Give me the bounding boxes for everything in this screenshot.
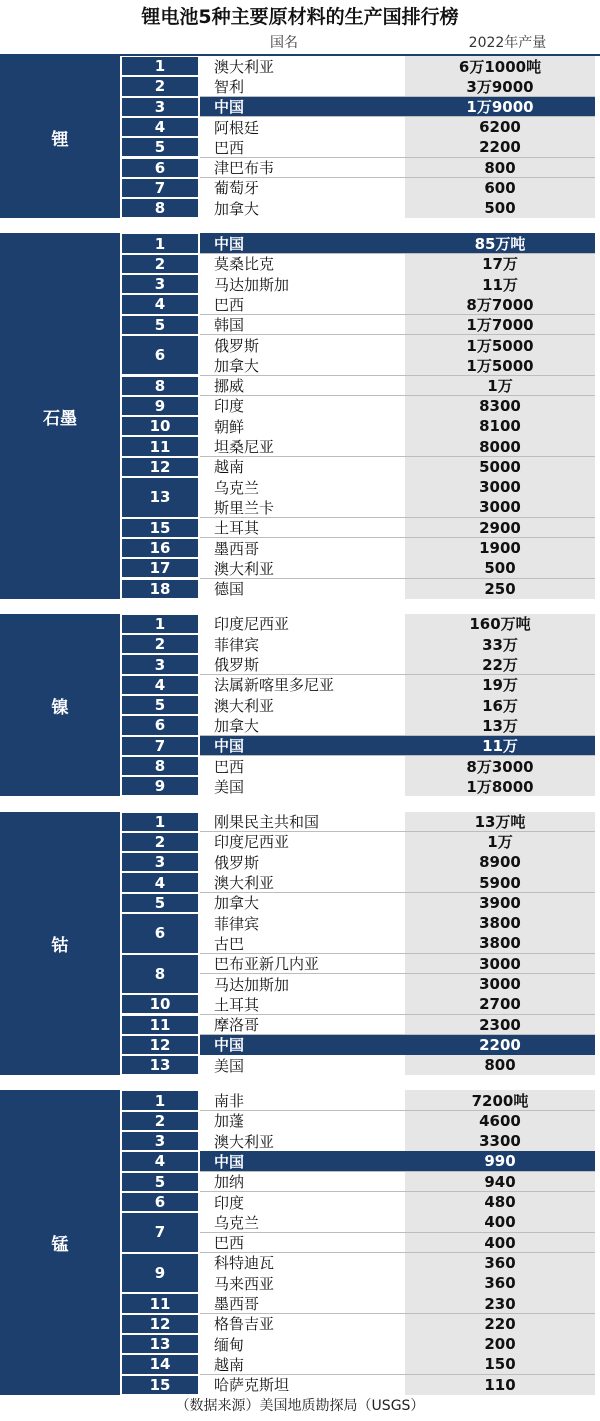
country-cell: 葡萄牙 [200, 178, 405, 198]
rank-cell: 8 [122, 955, 198, 994]
country-cell: 朝鲜 [200, 416, 405, 436]
amount-cell: 7200吨 [405, 1090, 595, 1110]
column-header-amount: 2022年产量 [468, 35, 547, 51]
amount-cell: 160万吨 [405, 614, 595, 634]
amount-cell: 230 [405, 1293, 595, 1313]
country-cell: 印度尼西亚 [200, 832, 405, 852]
rank-cell: 2 [122, 635, 198, 653]
rank-cell: 1 [122, 615, 198, 633]
amount-cell: 250 [405, 579, 595, 599]
rank-cell: 6 [122, 716, 198, 734]
rank-cell: 10 [122, 417, 198, 435]
country-cell: 中国 [200, 233, 405, 253]
country-cell: 加拿大 [200, 715, 405, 735]
country-cell: 美国 [200, 776, 405, 796]
rank-cell: 1 [122, 234, 198, 252]
rank-cell: 9 [122, 397, 198, 415]
country-cell: 加拿大 [200, 198, 405, 218]
country-cell: 莫桑比克 [200, 254, 405, 274]
country-cell: 科特迪瓦 [200, 1253, 405, 1273]
amount-cell: 11万 [405, 736, 595, 756]
country-cell: 越南 [200, 457, 405, 477]
country-cell: 摩洛哥 [200, 1015, 405, 1035]
data-source-note: （数据来源）美国地质勘探局（USGS） [175, 1398, 425, 1414]
amount-cell: 19万 [405, 675, 595, 695]
rank-cell: 6 [122, 159, 198, 177]
rank-cell: 13 [122, 1335, 198, 1353]
page-title: 锂电池5种主要原材料的生产国排行榜 [141, 6, 459, 28]
amount-cell: 3300 [405, 1131, 595, 1151]
country-cell: 澳大利亚 [200, 1131, 405, 1151]
material-label: 钴 [0, 812, 120, 1076]
rank-cell: 12 [122, 458, 198, 476]
material-label: 锰 [0, 1090, 120, 1395]
column-header-country: 国名 [270, 35, 298, 51]
amount-cell: 8300 [405, 396, 595, 416]
amount-cell: 2900 [405, 518, 595, 538]
amount-cell: 480 [405, 1192, 595, 1212]
amount-cell: 3000 [405, 974, 595, 994]
rank-cell: 9 [122, 1254, 198, 1293]
rank-cell: 15 [122, 1376, 198, 1394]
rank-cell: 2 [122, 255, 198, 273]
country-cell: 菲律宾 [200, 913, 405, 933]
rank-cell: 5 [122, 316, 198, 334]
country-cell: 土耳其 [200, 994, 405, 1014]
amount-cell: 1万 [405, 376, 595, 396]
country-cell: 美国 [200, 1055, 405, 1075]
country-cell: 哈萨克斯坦 [200, 1375, 405, 1395]
amount-cell: 1万8000 [405, 776, 595, 796]
rank-cell: 5 [122, 1173, 198, 1191]
rank-cell: 6 [122, 914, 198, 953]
rank-cell: 8 [122, 757, 198, 775]
rank-cell: 15 [122, 519, 198, 537]
country-cell: 挪威 [200, 376, 405, 396]
country-cell: 坦桑尼亚 [200, 436, 405, 456]
rank-cell: 4 [122, 118, 198, 136]
amount-cell: 220 [405, 1314, 595, 1334]
amount-cell: 500 [405, 558, 595, 578]
amount-cell: 3000 [405, 497, 595, 517]
rank-cell: 3 [122, 1132, 198, 1150]
rank-cell: 2 [122, 833, 198, 851]
amount-cell: 6万1000吨 [405, 56, 595, 76]
country-cell: 巴西 [200, 137, 405, 157]
rank-cell: 2 [122, 77, 198, 95]
amount-cell: 8900 [405, 852, 595, 872]
rank-cell: 4 [122, 676, 198, 694]
country-cell: 乌克兰 [200, 477, 405, 497]
amount-cell: 3万9000 [405, 76, 595, 96]
country-cell: 菲律宾 [200, 634, 405, 654]
country-cell: 澳大利亚 [200, 558, 405, 578]
amount-cell: 940 [405, 1172, 595, 1192]
country-cell: 澳大利亚 [200, 695, 405, 715]
amount-cell: 5000 [405, 457, 595, 477]
rank-cell: 8 [122, 377, 198, 395]
rank-cell: 6 [122, 336, 198, 375]
country-cell: 刚果民主共和国 [200, 812, 405, 832]
rank-cell: 3 [122, 655, 198, 673]
material-label: 镍 [0, 614, 120, 797]
amount-cell: 5900 [405, 872, 595, 892]
country-cell: 古巴 [200, 933, 405, 953]
country-cell: 墨西哥 [200, 538, 405, 558]
rank-cell: 3 [122, 853, 198, 871]
rank-cell: 10 [122, 995, 198, 1013]
amount-cell: 3900 [405, 893, 595, 913]
amount-cell: 1万5000 [405, 355, 595, 375]
country-cell: 墨西哥 [200, 1293, 405, 1313]
amount-cell: 8000 [405, 436, 595, 456]
material-label: 锂 [0, 56, 120, 218]
amount-cell: 360 [405, 1273, 595, 1293]
amount-cell: 17万 [405, 254, 595, 274]
country-cell: 巴西 [200, 294, 405, 314]
rank-cell: 3 [122, 98, 198, 116]
country-cell: 澳大利亚 [200, 872, 405, 892]
country-cell: 印度尼西亚 [200, 614, 405, 634]
country-cell: 智利 [200, 76, 405, 96]
amount-cell: 4600 [405, 1111, 595, 1131]
rank-cell: 1 [122, 57, 198, 75]
amount-cell: 1万 [405, 832, 595, 852]
country-cell: 法属新喀里多尼亚 [200, 675, 405, 695]
amount-cell: 150 [405, 1354, 595, 1374]
amount-cell: 800 [405, 1055, 595, 1075]
rank-cell: 8 [122, 199, 198, 217]
amount-cell: 1900 [405, 538, 595, 558]
rank-cell: 11 [122, 1294, 198, 1312]
rank-cell: 7 [122, 737, 198, 755]
material-label: 石墨 [0, 233, 120, 598]
rank-cell: 5 [122, 696, 198, 714]
rank-cell: 3 [122, 275, 198, 293]
country-cell: 俄罗斯 [200, 335, 405, 355]
country-cell: 加纳 [200, 1172, 405, 1192]
rank-cell: 4 [122, 295, 198, 313]
rank-cell: 1 [122, 1091, 198, 1109]
country-cell: 澳大利亚 [200, 56, 405, 76]
country-cell: 阿根廷 [200, 117, 405, 137]
amount-cell: 16万 [405, 695, 595, 715]
country-cell: 韩国 [200, 315, 405, 335]
rank-cell: 4 [122, 873, 198, 891]
rank-cell: 18 [122, 580, 198, 598]
amount-cell: 2300 [405, 1015, 595, 1035]
country-cell: 越南 [200, 1354, 405, 1374]
amount-cell: 200 [405, 1334, 595, 1354]
amount-cell: 500 [405, 198, 595, 218]
rank-cell: 5 [122, 894, 198, 912]
amount-cell: 600 [405, 178, 595, 198]
country-cell: 印度 [200, 1192, 405, 1212]
rank-cell: 7 [122, 1213, 198, 1252]
country-cell: 德国 [200, 579, 405, 599]
country-cell: 格鲁吉亚 [200, 1314, 405, 1334]
rank-cell: 6 [122, 1193, 198, 1211]
country-cell: 中国 [200, 736, 405, 756]
rank-cell: 12 [122, 1036, 198, 1054]
amount-cell: 3000 [405, 477, 595, 497]
country-cell: 斯里兰卡 [200, 497, 405, 517]
amount-cell: 6200 [405, 117, 595, 137]
amount-cell: 8100 [405, 416, 595, 436]
amount-cell: 800 [405, 158, 595, 178]
country-cell: 土耳其 [200, 518, 405, 538]
country-cell: 中国 [200, 97, 405, 117]
amount-cell: 11万 [405, 274, 595, 294]
rank-cell: 9 [122, 777, 198, 795]
country-cell: 乌克兰 [200, 1212, 405, 1232]
amount-cell: 1万7000 [405, 315, 595, 335]
rank-cell: 1 [122, 813, 198, 831]
rank-cell: 4 [122, 1152, 198, 1170]
rank-cell: 16 [122, 539, 198, 557]
rank-cell: 7 [122, 179, 198, 197]
amount-cell: 8万7000 [405, 294, 595, 314]
rank-cell: 17 [122, 559, 198, 577]
rank-cell: 13 [122, 1056, 198, 1074]
amount-cell: 110 [405, 1375, 595, 1395]
amount-cell: 3000 [405, 954, 595, 974]
amount-cell: 8万3000 [405, 756, 595, 776]
rank-cell: 2 [122, 1112, 198, 1130]
amount-cell: 33万 [405, 634, 595, 654]
rank-cell: 13 [122, 478, 198, 517]
amount-cell: 990 [405, 1151, 595, 1171]
country-cell: 巴西 [200, 1233, 405, 1253]
amount-cell: 3800 [405, 913, 595, 933]
country-cell: 加蓬 [200, 1111, 405, 1131]
amount-cell: 13万吨 [405, 812, 595, 832]
country-cell: 马来西亚 [200, 1273, 405, 1293]
country-cell: 马达加斯加 [200, 974, 405, 994]
amount-cell: 85万吨 [405, 233, 595, 253]
country-cell: 巴布亚新几内亚 [200, 954, 405, 974]
amount-cell: 2200 [405, 137, 595, 157]
amount-cell: 1万5000 [405, 335, 595, 355]
amount-cell: 1万9000 [405, 97, 595, 117]
amount-cell: 400 [405, 1212, 595, 1232]
rank-cell: 5 [122, 138, 198, 156]
country-cell: 俄罗斯 [200, 852, 405, 872]
country-cell: 巴西 [200, 756, 405, 776]
amount-cell: 22万 [405, 654, 595, 674]
country-cell: 马达加斯加 [200, 274, 405, 294]
rank-cell: 14 [122, 1355, 198, 1373]
country-cell: 印度 [200, 396, 405, 416]
amount-cell: 2700 [405, 994, 595, 1014]
amount-cell: 400 [405, 1233, 595, 1253]
amount-cell: 3800 [405, 933, 595, 953]
country-cell: 俄罗斯 [200, 654, 405, 674]
rank-cell: 11 [122, 437, 198, 455]
country-cell: 南非 [200, 1090, 405, 1110]
country-cell: 中国 [200, 1035, 405, 1055]
country-cell: 中国 [200, 1151, 405, 1171]
country-cell: 津巴布韦 [200, 158, 405, 178]
amount-cell: 13万 [405, 715, 595, 735]
rank-cell: 11 [122, 1016, 198, 1034]
rank-cell: 12 [122, 1315, 198, 1333]
country-cell: 加拿大 [200, 355, 405, 375]
amount-cell: 2200 [405, 1035, 595, 1055]
amount-cell: 360 [405, 1253, 595, 1273]
country-cell: 加拿大 [200, 893, 405, 913]
country-cell: 缅甸 [200, 1334, 405, 1354]
